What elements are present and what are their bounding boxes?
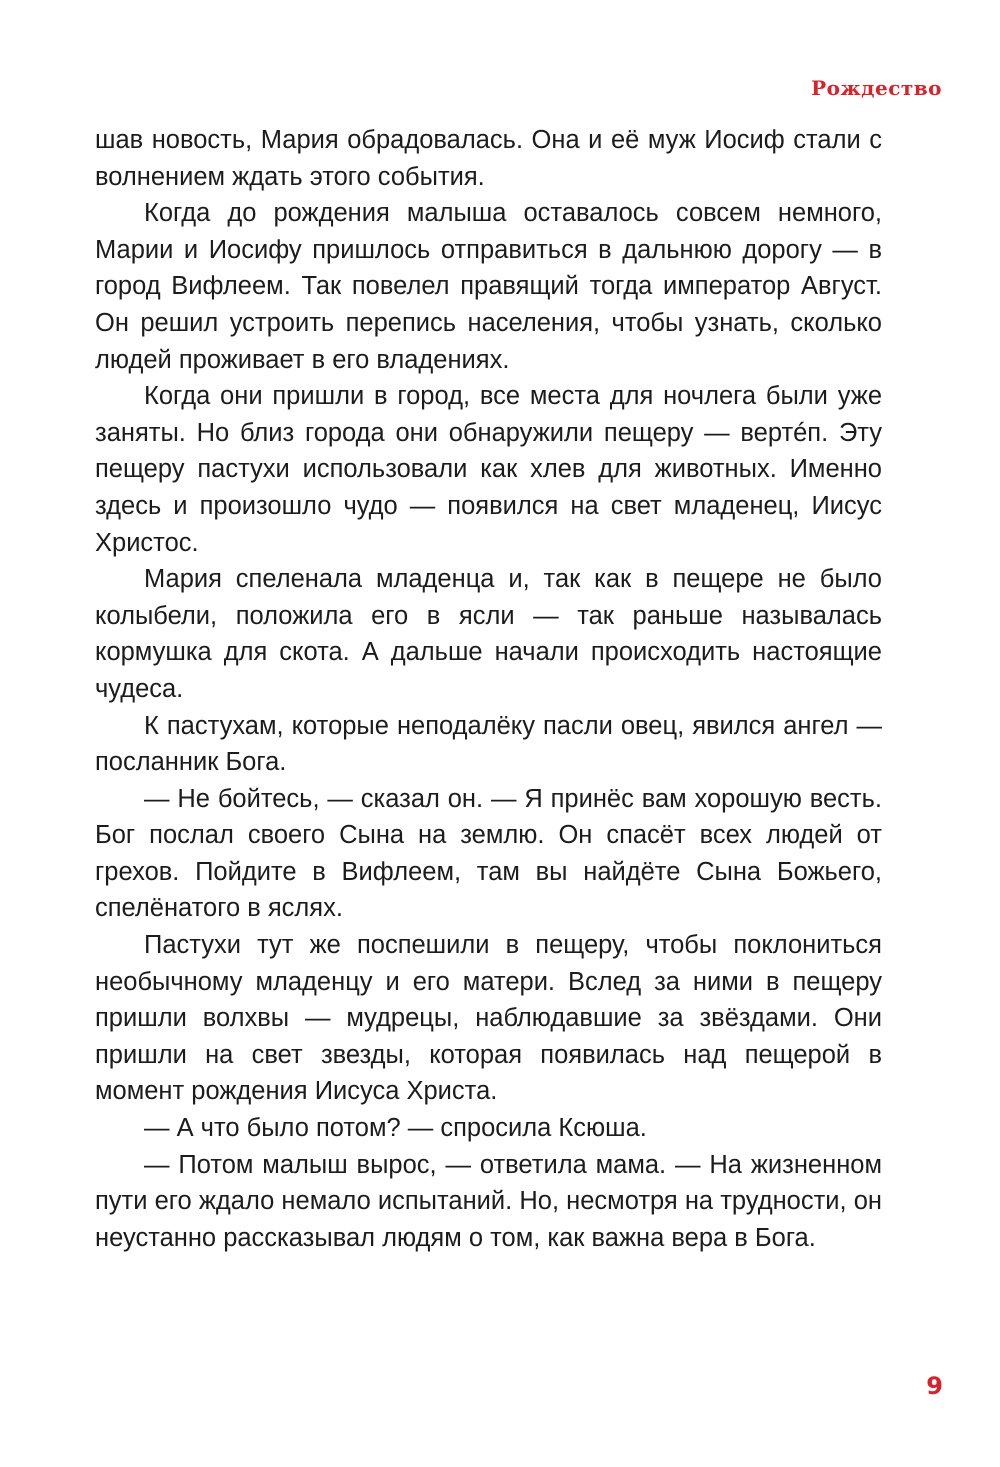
paragraph: Пастухи тут же поспешили в пещеру, чтобы поклониться необычному младенцу и его матери. Вслед за ними в пещеру пришли волхвы — мудрецы, наблюдавшие за звёздами. Они пришли на свет звезды, которая появилась над пещерой в момент рождения Иисуса Христа.: [95, 931, 882, 1106]
paragraph: шав новость, Мария обрадовалась. Она и её муж Иосиф стали с волнением ждать этого события.: [95, 126, 882, 191]
paragraph: — Потом малыш вырос, — ответила мама. — На жизненном пути его ждало немало испытаний. Но, несмотря на трудности, он неустанно рассказывал людям о том, как важна вера в Бога.: [95, 1150, 882, 1252]
body-text: [95, 122, 882, 1256]
paragraph: — Не бойтесь, — сказал он. — Я принёс вам хорошую весть. Бог послал своего Сына на землю. Он спасёт всех людей от грехов. Пойдите в Вифлеем, там вы найдёте Сына Божьего, спелёнатого в яслях.: [95, 784, 882, 923]
paragraph: К пастухам, которые неподалёку пасли овец, явился ангел — посланник Бога.: [95, 711, 882, 777]
paragraph: Когда они пришли в город, все места для ночлега были уже заняты. Но близ города они обнаружили пещеру — вертéп. Эту пещеру пастухи использовали как хлев для животных. Именно здесь и произошло чудо — появился на свет младенец, Иисус Христос.: [95, 382, 882, 557]
page-number: 9: [926, 1372, 943, 1400]
paragraph: — А что было потом? — спросила Ксюша.: [144, 1114, 647, 1143]
running-header-title: Рождество: [811, 76, 942, 100]
paragraph: Когда до рождения малыша оставалось совсем немного, Марии и Иосифу пришлось отправиться в дальнюю дорогу — в город Вифлеем. Так повелел правящий тогда император Август. Он решил устроить перепись населения, чтобы узнать, сколько людей проживает в его владениях.: [95, 199, 882, 374]
paragraph: Мария спеленала младенца и, так как в пещере не было колыбели, положила его в ясли — так раньше называлась кормушка для скота. А дальше начали происходить настоящие чудеса.: [95, 565, 882, 703]
